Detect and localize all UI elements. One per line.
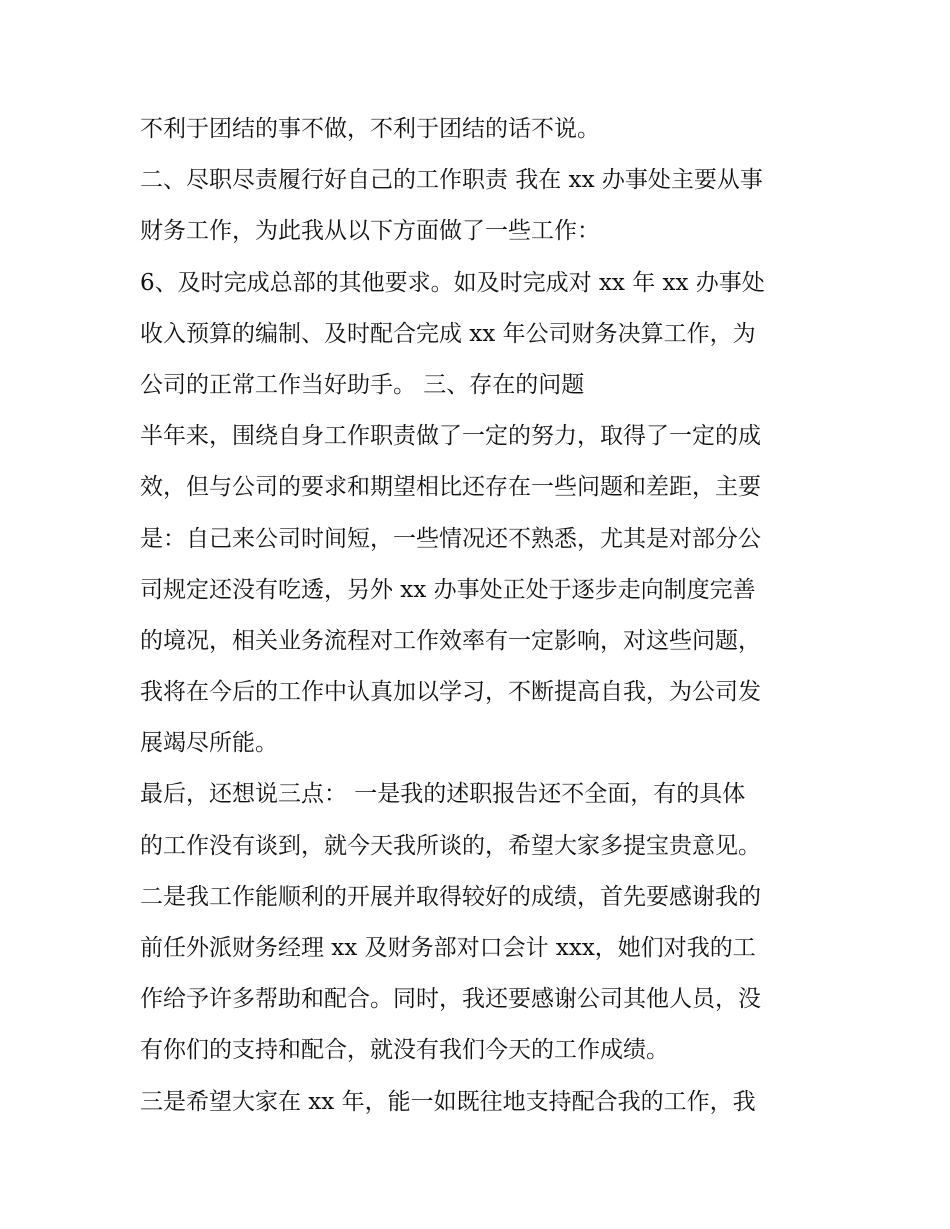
text-line: 二是我工作能顺利的开展并取得较好的成绩，首先要感谢我的	[140, 883, 761, 910]
text-line: 展竭尽所能。	[140, 730, 278, 757]
text-line: 作给予许多帮助和配合。同时，我还要感谢公司其他人员，没	[140, 986, 761, 1013]
text-line: 有你们的支持和配合，就没有我们今天的工作成绩。	[140, 1037, 669, 1064]
text-line: 不利于团结的事不做，不利于团结的话不说。	[140, 116, 600, 142]
text-line: 司规定还没有吃透，另外 xx 办事处正处于逐步走向制度完善	[140, 576, 756, 603]
text-line: 三是希望大家在 xx 年，能一如既往地支持配合我的工作，我	[140, 1088, 756, 1115]
text-line: 公司的正常工作当好助手。 三、存在的问题	[140, 371, 585, 398]
text-line: 的工作没有谈到，就今天我所谈的，希望大家多提宝贵意见。	[140, 832, 761, 859]
text-line: 收入预算的编制、及时配合完成 xx 年公司财务决算工作，为	[140, 320, 756, 347]
text-line: 前任外派财务经理 xx 及财务部对口会计 xxx，她们对我的工	[140, 935, 756, 961]
text-line: 6、及时完成总部的其他要求。如及时完成对 xx 年 xx 办事处	[140, 269, 765, 296]
text-line: 财务工作，为此我从以下方面做了一些工作：	[140, 218, 600, 245]
text-line: 半年来，围绕自身工作职责做了一定的努力，取得了一定的成	[140, 423, 761, 450]
document-body	[140, 104, 820, 1128]
text-line: 的境况，相关业务流程对工作效率有一定影响，对这些问题，	[140, 627, 761, 654]
text-line: 是：自己来公司时间短，一些情况还不熟悉，尤其是对部分公	[140, 525, 761, 552]
text-line: 我将在今后的工作中认真加以学习，不断提高自我，为公司发	[140, 679, 761, 706]
text-line: 最后，还想说三点： 一是我的述职报告还不全面，有的具体	[140, 781, 746, 808]
text-line: 效，但与公司的要求和期望相比还存在一些问题和差距，主要	[140, 474, 761, 501]
text-line: 二、尽职尽责履行好自己的工作职责 我在 xx 办事处主要从事	[140, 167, 763, 194]
